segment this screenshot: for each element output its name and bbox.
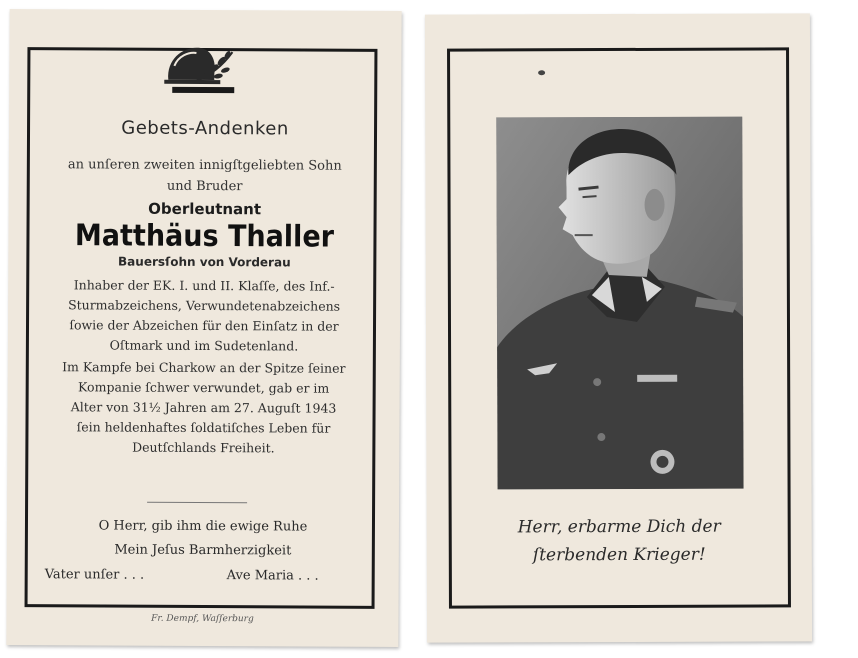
prayer-line-1: O Herr, gib ihm die ewige Ruhe <box>98 518 308 535</box>
prayer-line-2: Mein Jeſus Barmherzigkeit <box>114 542 292 559</box>
intro-text <box>29 154 381 198</box>
helmet-laurel-icon <box>154 40 239 96</box>
intro-line-2: und Bruder <box>166 178 243 195</box>
heading-title: Gebets-Andenken <box>121 117 289 140</box>
paragraph-line: Oſtmark und im Sudetenland. <box>109 337 299 354</box>
paragraph-line: Alter von 31½ Jahren am 27. Auguſt 1943 <box>70 399 337 416</box>
divider <box>147 502 247 504</box>
printer-imprint: Fr. Dempf, Waſſerburg <box>151 613 254 625</box>
paragraph-line: Deutſchlands Freiheit. <box>132 439 275 456</box>
caption-line-1: Herr, erbarme Dich der <box>517 516 721 538</box>
caption-line-2: ſterbenden Krieger! <box>532 544 706 566</box>
paragraph-line: Sturmabzeichens, Verwundetenabzeichens <box>68 297 341 314</box>
closing-vater-unser: Vater unſer . . . <box>44 567 145 583</box>
card-content <box>6 9 401 647</box>
portrait-image <box>496 117 743 490</box>
closing-ave-maria: Ave Maria . . . <box>226 568 319 584</box>
death-paragraph <box>31 357 376 459</box>
intro-line-1: an unſeren zweiten innigſtgeliebten Sohn <box>67 157 342 174</box>
memorial-card-text <box>6 9 401 647</box>
paragraph-line: ſowie der Abzeichen für den Einſatz in der <box>69 317 339 334</box>
rank-title: Oberleutnant <box>148 199 262 219</box>
memorial-card-photo <box>425 13 812 642</box>
ink-speck <box>538 70 545 75</box>
paragraph-line: ſein heldenhaftes ſoldatiſches Leben für <box>76 419 331 436</box>
paragraph-line: Inhaber der EK. I. und II. Klaſſe, des Inf.- <box>73 277 335 294</box>
soldier-portrait-photo <box>496 117 743 490</box>
deceased-name: Matthäus Thaller <box>74 218 335 255</box>
paragraph-line: Im Kampfe bei Charkow an der Spitze ſeiner <box>62 359 346 376</box>
decorations-paragraph <box>32 275 376 357</box>
origin-subtitle: Bauersſohn von Vorderau <box>118 254 291 270</box>
paragraph-line: Kompanie ſchwer verwundet, gab er im <box>78 379 330 396</box>
